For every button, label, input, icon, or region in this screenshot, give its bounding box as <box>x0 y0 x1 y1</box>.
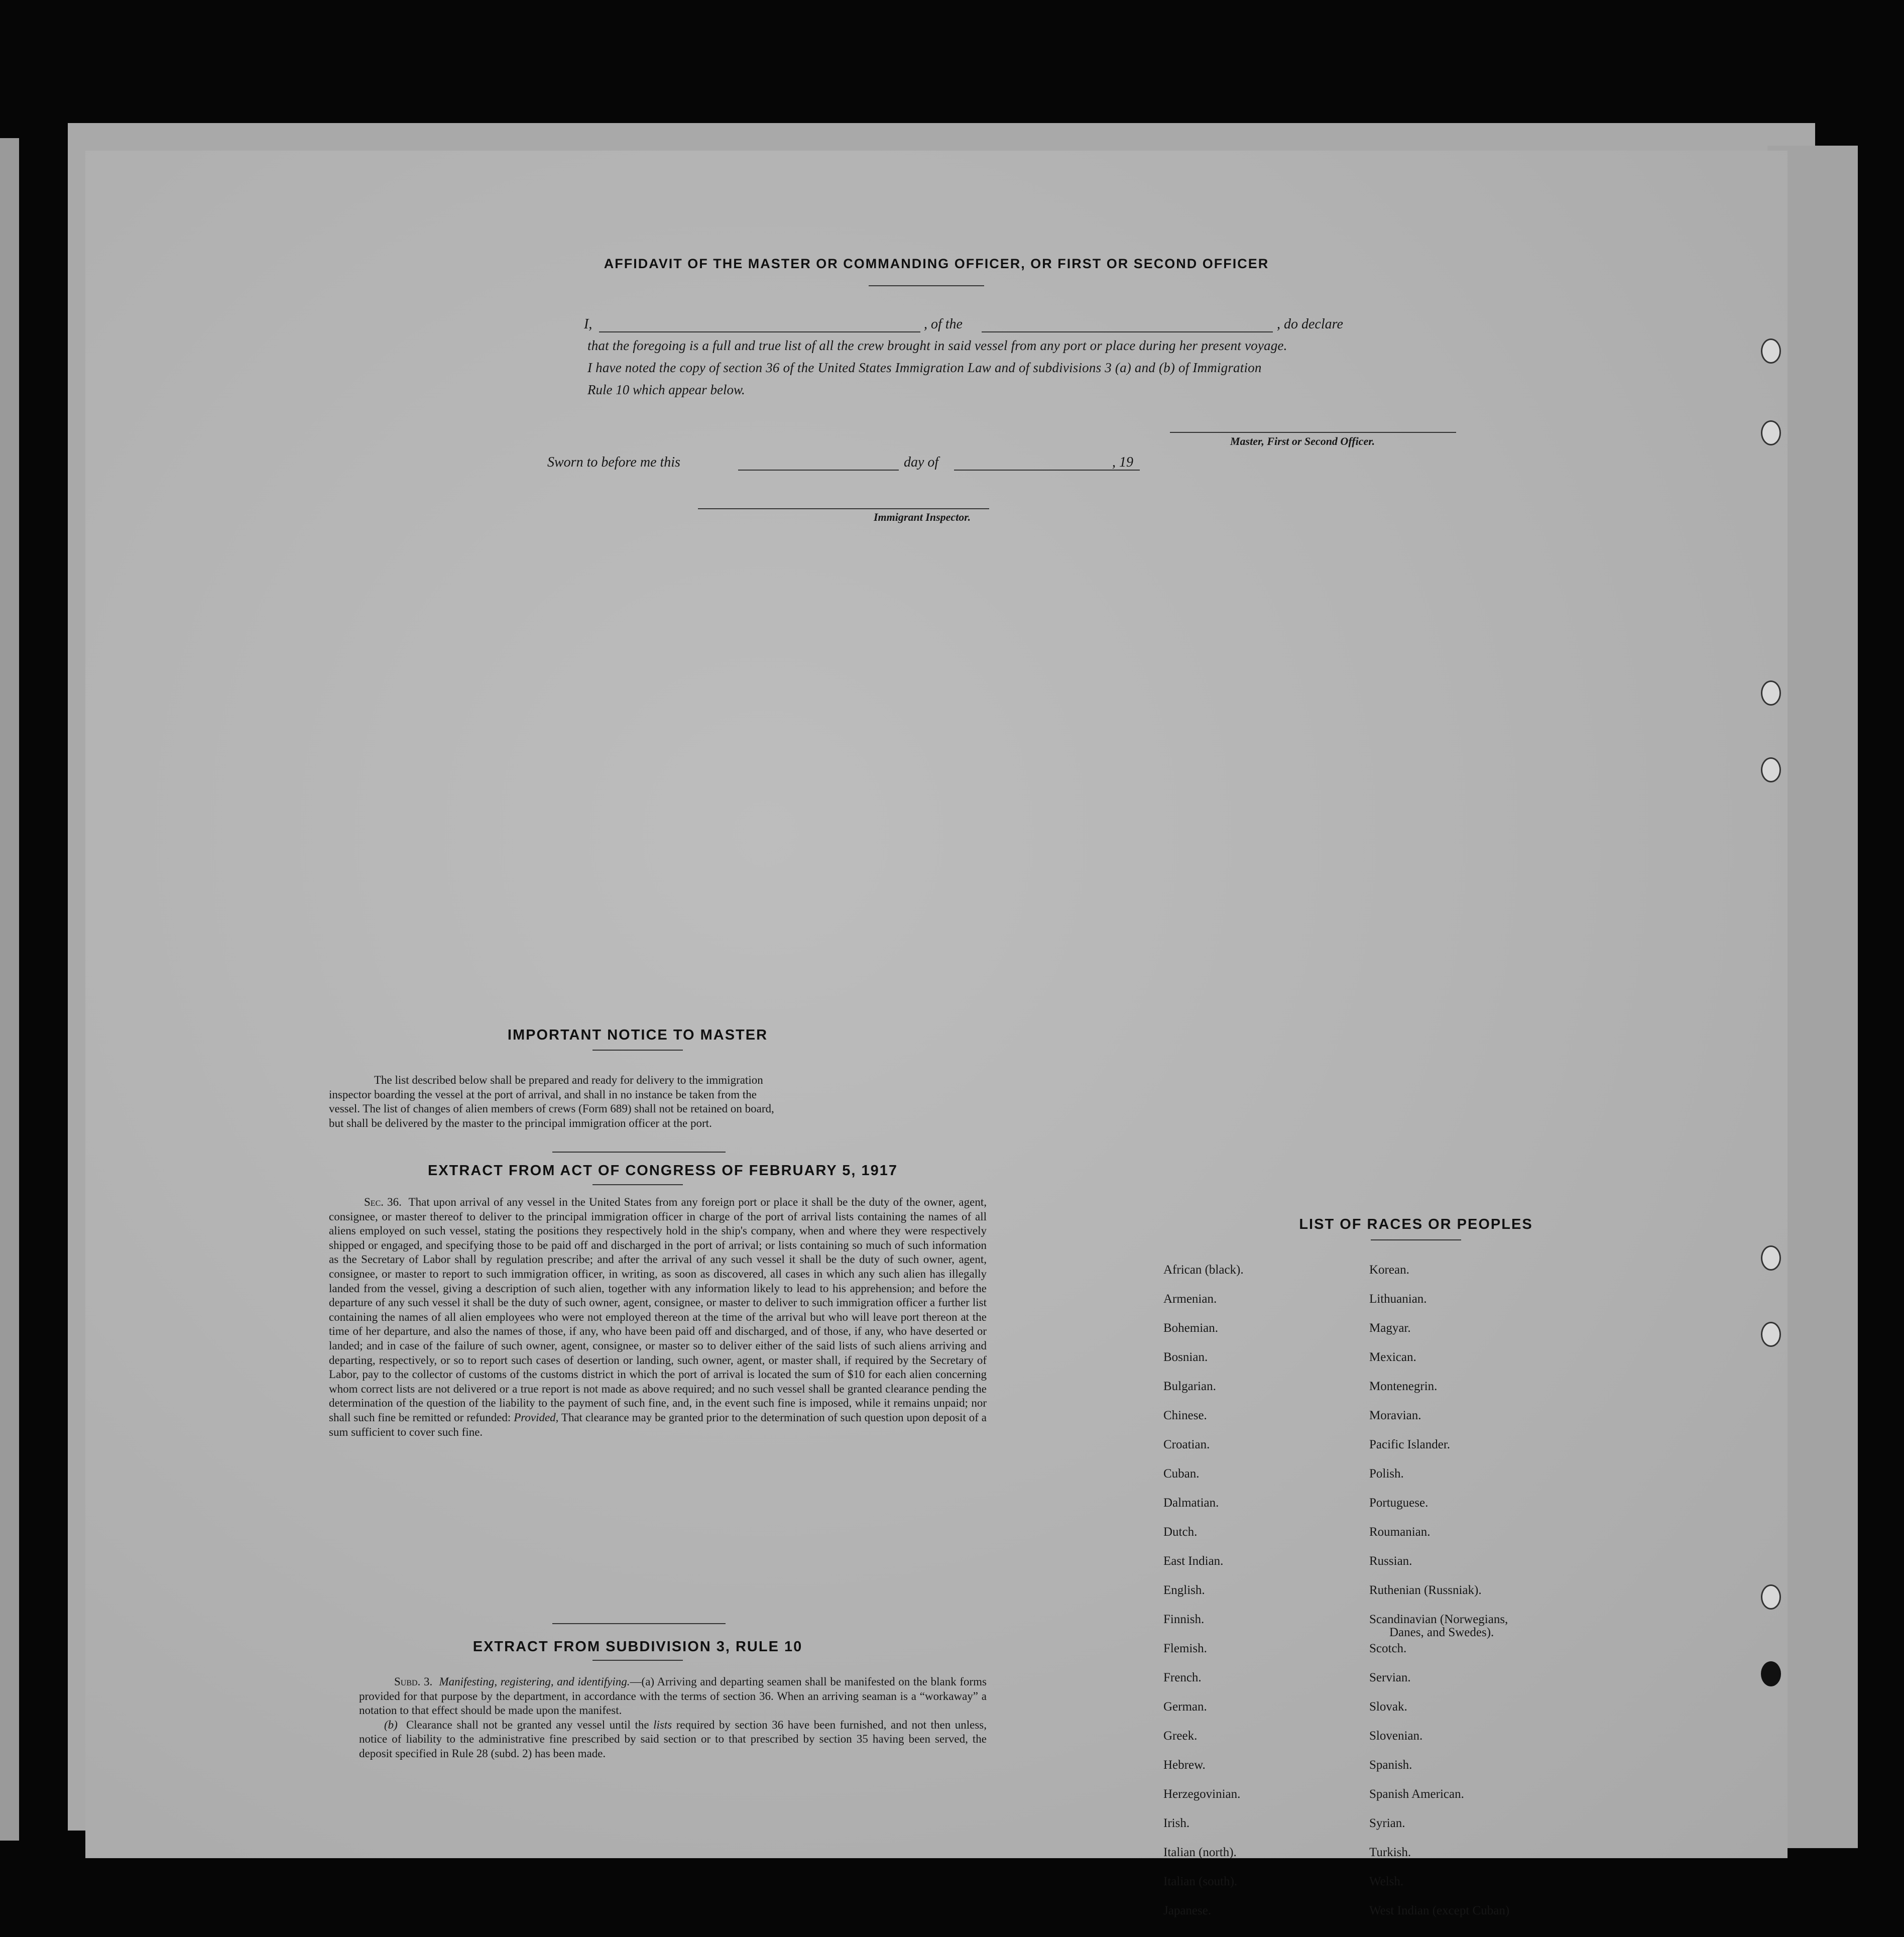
subd-label: Subd. 3. <box>394 1675 433 1688</box>
race-item: Korean. <box>1369 1263 1409 1277</box>
affidavit-line-1 <box>469 316 1469 336</box>
provided-word: Provided, <box>514 1411 559 1424</box>
punch-hole-icon <box>1761 757 1781 782</box>
section-text-end: That clearance may be granted prior to the determination of such question upon deposit of a sum sufficient to cover such fine. <box>329 1411 987 1438</box>
race-item: Bosnian. <box>1163 1350 1208 1364</box>
adjacent-frame-left <box>0 138 19 1841</box>
subd-b-text-end: required by section 36 have been furnished, and not then unless, notice of liability to the administrative fine prescribed by said section or to that prescribed by section 35 having been served, the deposit specified in Rule 28 (subd. 2) has been made. <box>359 1718 987 1760</box>
punch-hole-icon <box>1761 420 1781 445</box>
subd-a-label: —(a) <box>630 1675 655 1688</box>
race-item: Magyar. <box>1369 1321 1411 1335</box>
race-item: Polish. <box>1369 1467 1404 1480</box>
race-item: Japanese. <box>1163 1904 1212 1917</box>
notice-line: The list described below shall be prepared and ready for delivery to the immigration <box>374 1074 763 1086</box>
punch-hole-icon <box>1761 338 1781 364</box>
affidavit-do-declare: , do declare <box>1277 316 1343 332</box>
race-item: Italian (north). <box>1163 1846 1237 1859</box>
race-item: French. <box>1163 1671 1202 1684</box>
extract-rule-title: EXTRACT FROM SUBDIVISION 3, RULE 10 <box>472 1639 803 1655</box>
race-item: Flemish. <box>1163 1642 1207 1655</box>
affidavit-line-3: I have noted the copy of section 36 of the United States Immigration Law and of subdivisions 3 (a) and (b) of Immigration <box>587 360 1262 375</box>
race-item: Finnish. <box>1163 1613 1205 1626</box>
notice-title: IMPORTANT NOTICE TO MASTER <box>507 1027 768 1043</box>
race-item: African (black). <box>1163 1263 1244 1277</box>
notice-body <box>329 1073 987 1130</box>
punch-hole-icon <box>1761 680 1781 706</box>
race-item: Croatian. <box>1163 1438 1210 1451</box>
races-title: LIST OF RACES OR PEOPLES <box>1299 1216 1533 1232</box>
race-item: Danes, and Swedes). <box>1389 1626 1494 1639</box>
race-item: Portuguese. <box>1369 1496 1429 1510</box>
race-item: Syrian. <box>1369 1816 1405 1830</box>
race-item: West Indian (except Cuban) <box>1369 1904 1510 1917</box>
race-item: Moravian. <box>1369 1409 1421 1422</box>
year-label: , 19 <box>1112 454 1133 470</box>
master-signature-label: Master, First or Second Officer. <box>1230 435 1375 447</box>
race-item: Lithuanian. <box>1369 1292 1427 1306</box>
race-item: Turkish. <box>1369 1846 1411 1859</box>
affidavit-of-the: , of the <box>924 316 963 332</box>
punch-hole-icon <box>1761 1245 1781 1271</box>
race-item: Slovenian. <box>1369 1729 1423 1743</box>
race-item: Ruthenian (Russniak). <box>1369 1583 1482 1597</box>
affidavit-line-2: that the foregoing is a full and true list of all the crew brought in said vessel from any port or place during her present voyage. <box>587 338 1287 353</box>
race-item: Hebrew. <box>1163 1758 1206 1772</box>
extract-rule-body <box>359 1675 987 1761</box>
race-item: East Indian. <box>1163 1554 1224 1568</box>
race-item: Slovak. <box>1369 1700 1407 1714</box>
sworn-label: Sworn to before me this <box>547 454 680 470</box>
race-item: Bulgarian. <box>1163 1380 1216 1393</box>
affidavit-title: AFFIDAVIT OF THE MASTER OR COMMANDING OFFICER, OR FIRST OR SECOND OFFICER <box>604 256 1269 271</box>
affidavit-i: I, <box>584 316 592 332</box>
race-item: Mexican. <box>1369 1350 1416 1364</box>
subd-heading: Manifesting, registering, and identifying. <box>439 1675 630 1688</box>
race-item: Welsh. <box>1369 1875 1404 1888</box>
extract-act-body <box>329 1195 987 1439</box>
race-item: Pacific Islander. <box>1369 1438 1451 1451</box>
race-item: Armenian. <box>1163 1292 1217 1306</box>
punch-hole-icon <box>1761 1661 1781 1686</box>
races-list-left <box>1163 1263 1364 1931</box>
extract-act-title: EXTRACT FROM ACT OF CONGRESS OF FEBRUARY 5, 1917 <box>427 1163 898 1179</box>
race-item: Greek. <box>1163 1729 1198 1743</box>
race-item: Scotch. <box>1369 1642 1407 1655</box>
race-item: Spanish American. <box>1369 1787 1464 1801</box>
race-item: Montenegrin. <box>1369 1380 1438 1393</box>
race-item: Dalmatian. <box>1163 1496 1219 1510</box>
race-item: Italian (south). <box>1163 1875 1238 1888</box>
race-item: Herzegovinian. <box>1163 1787 1241 1801</box>
punch-hole-icon <box>1761 1322 1781 1347</box>
race-item: Servian. <box>1369 1671 1411 1684</box>
day-of-label: day of <box>904 454 939 470</box>
notice-line: inspector boarding the vessel at the port of arrival, and shall in no instance be taken from the <box>329 1088 757 1101</box>
notice-line: but shall be delivered by the master to the principal immigration officer at the port. <box>329 1116 712 1129</box>
race-item: Roumanian. <box>1369 1525 1431 1539</box>
punch-hole-icon <box>1761 1584 1781 1610</box>
race-item: Bohemian. <box>1163 1321 1219 1335</box>
sworn-line <box>547 454 1150 475</box>
affidavit-line-4: Rule 10 which appear below. <box>587 382 745 397</box>
subd-a-text: Arriving and departing seamen shall be manifested on the blank forms provided for that purpose by the department, in accordance with the terms of section 36. When an arriving seaman is a “workaway” a notation to that effect should be made upon the manifest. <box>359 1675 987 1717</box>
race-item: Cuban. <box>1163 1467 1200 1480</box>
race-item: Russian. <box>1369 1554 1412 1568</box>
document-page <box>85 151 1788 1917</box>
race-item: Scandinavian (Norwegians, <box>1369 1613 1508 1626</box>
notice-line: vessel. The list of changes of alien members of crews (Form 689) shall not be retained on board, <box>329 1102 774 1115</box>
section-label: Sec. 36. <box>364 1196 402 1208</box>
inspector-signature-label: Immigrant Inspector. <box>874 511 971 523</box>
section-text: That upon arrival of any vessel in the United States from any foreign port or place it shall be the duty of the owner, agent, consignee, or master thereof to deliver to the principal immigration officer in charge of the port of arrival lists containing the names of all aliens employed on such vessel, stating the positions they respectively hold in the ship's company, when and where they were respectively shipped or engaged, and specifying those to be paid off and discharged in the port of arrival; or lists containing so much of such information as the Secretary of Labor shall by regulation prescribe; and after the arrival of any such vessel it shall be the duty of such owner, agent, consignee, or master to report to such immigration officer, in writing, as soon as discovered, all cases in which any such alien has illegally landed from the vessel, giving a description of such alien, together with any information likely to lead to his apprehension; and before the departure of any such vessel it shall be the duty of such owner, agent, consignee, or master to deliver to such immigration officer a further list containing the names of all alien employees who were not employed thereon at the time of the arrival but who will leave port thereon at the time of her departure, and also the names of those, if any, who have been paid off and discharged, and of those, if any, who have deserted or landed; and in case of the failure of such owner, agent, consignee, or master so to deliver either of the said lists of such aliens arriving and departing, respectively, or so to report such cases of desertion or landing, such owner, agent, or master shall, if required by the Secretary of Labor, pay to the collector of customs of the customs district in which the port of arrival is located the sum of $10 for each alien concerning whom correct lists are not delivered or a true report is not made as above required; and no such vessel shall be granted clearance pending the determination of the question of the liability to the payment of such fine, and, in the event such fine is imposed, while it remains unpaid; nor shall such fine be remitted or refunded: <box>329 1196 987 1424</box>
race-item: English. <box>1163 1583 1205 1597</box>
race-item: Irish. <box>1163 1816 1190 1830</box>
race-item: German. <box>1163 1700 1207 1714</box>
subd-b-lists: lists <box>653 1718 672 1731</box>
races-list-right <box>1369 1263 1671 1931</box>
subd-b-label: (b) <box>384 1718 398 1731</box>
race-item: Dutch. <box>1163 1525 1198 1539</box>
subd-b-text: Clearance shall not be granted any vessel until the <box>406 1718 649 1731</box>
race-item: Spanish. <box>1369 1758 1412 1772</box>
race-item: Chinese. <box>1163 1409 1207 1422</box>
